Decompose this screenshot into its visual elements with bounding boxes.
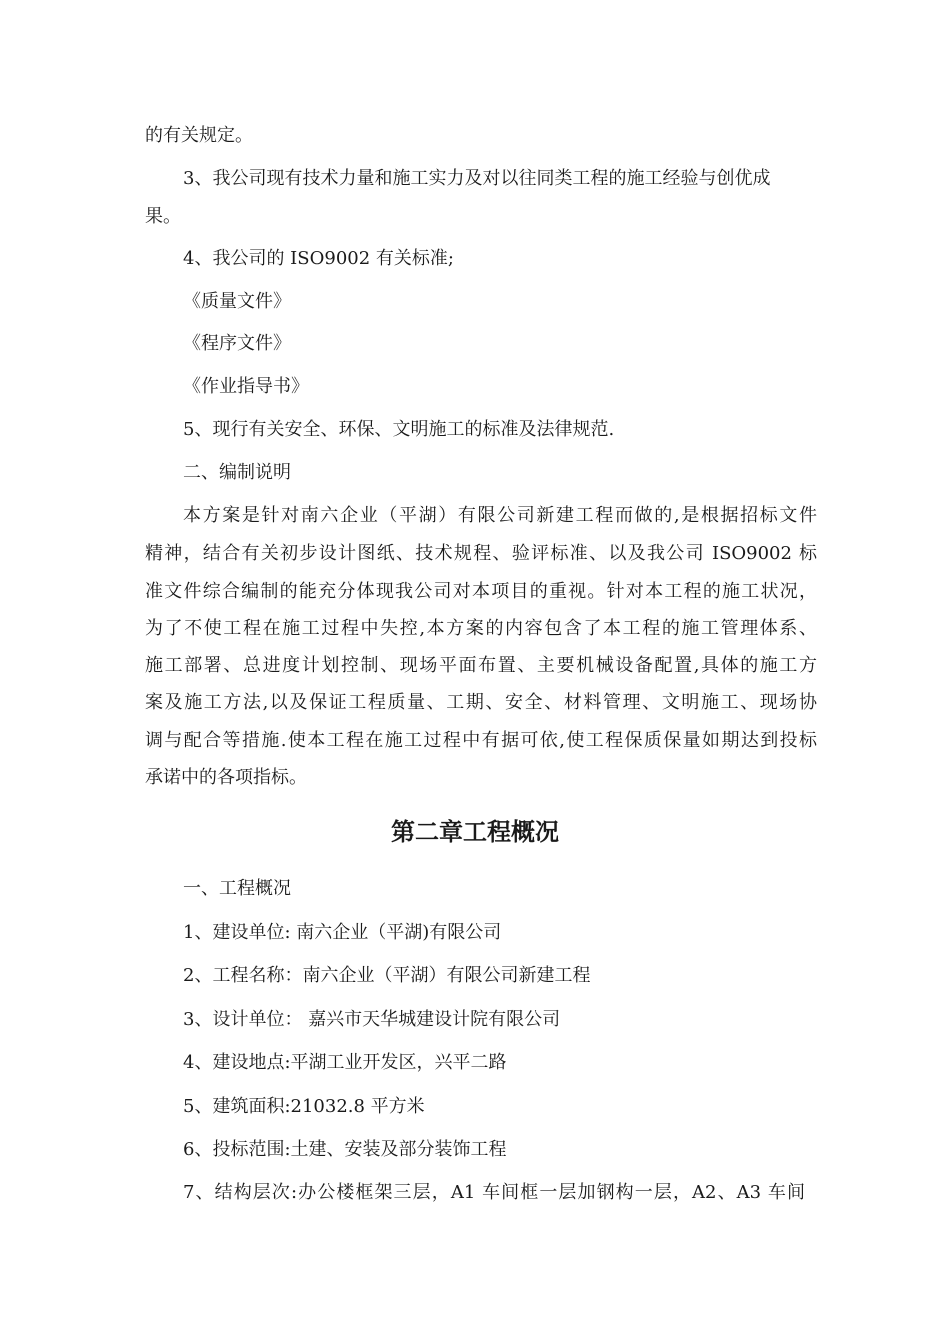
overview-item: 2、工程名称：南六企业（平湖）有限公司新建工程 (183, 965, 591, 986)
overview-item: 1、建设单位: 南六企业（平湖)有限公司 (183, 922, 502, 943)
basis-item-3-line-1: 3、我公司现有技术力量和施工实力及对以往同类工程的施工经验与创优成 (183, 168, 771, 189)
basis-item-4: 4、我公司的 ISO9002 有关标准; (183, 248, 454, 269)
overview-item: 7、结构层次:办公楼框架三层，A1 车间框一层加钢构一层，A2、A3 车间 (183, 1182, 805, 1203)
compilation-line: 案及施工方法,以及保证工程质量、工期、安全、材料管理、文明施工、现场协 (145, 692, 817, 713)
doc-instruction: 《作业指导书》 (183, 376, 309, 397)
basis-item-3-line-2: 果。 (145, 206, 181, 227)
section-heading: 一、工程概况 (183, 878, 291, 899)
compilation-line: 本方案是针对南六企业（平湖）有限公司新建工程而做的,是根据招标文件 (183, 505, 817, 526)
compilation-line: 准文件综合编制的能充分体现我公司对本项目的重视。针对本工程的施工状况， (145, 581, 817, 602)
overview-item: 6、投标范围:土建、安装及部分装饰工程 (183, 1139, 507, 1160)
basis-line-0: 的有关规定。 (145, 125, 253, 146)
compilation-line: 精神，结合有关初步设计图纸、技术规程、验评标准、以及我公司 ISO9002 标 (145, 543, 817, 564)
doc-quality: 《质量文件》 (183, 291, 291, 312)
compilation-line: 为了不使工程在施工过程中失控,本方案的内容包含了本工程的施工管理体系、 (145, 618, 817, 639)
overview-item: 5、建筑面积:21032.8 平方米 (183, 1096, 425, 1117)
basis-item-5: 5、现行有关安全、环保、文明施工的标准及法律规范. (183, 419, 615, 440)
compilation-heading: 二、编制说明 (183, 462, 291, 483)
compilation-line: 承诺中的各项指标。 (145, 767, 307, 788)
overview-item: 3、设计单位： 嘉兴市天华城建设计院有限公司 (183, 1009, 561, 1030)
chapter-title: 第二章工程概况 (391, 817, 559, 846)
overview-item: 4、建设地点:平湖工业开发区，兴平二路 (183, 1052, 507, 1073)
doc-procedure: 《程序文件》 (183, 333, 291, 354)
compilation-line: 调与配合等措施.使本工程在施工过程中有据可依,使工程保质保量如期达到投标 (145, 730, 817, 751)
compilation-line: 施工部署、总进度计划控制、现场平面布置、主要机械设备配置,具体的施工方 (145, 655, 817, 676)
